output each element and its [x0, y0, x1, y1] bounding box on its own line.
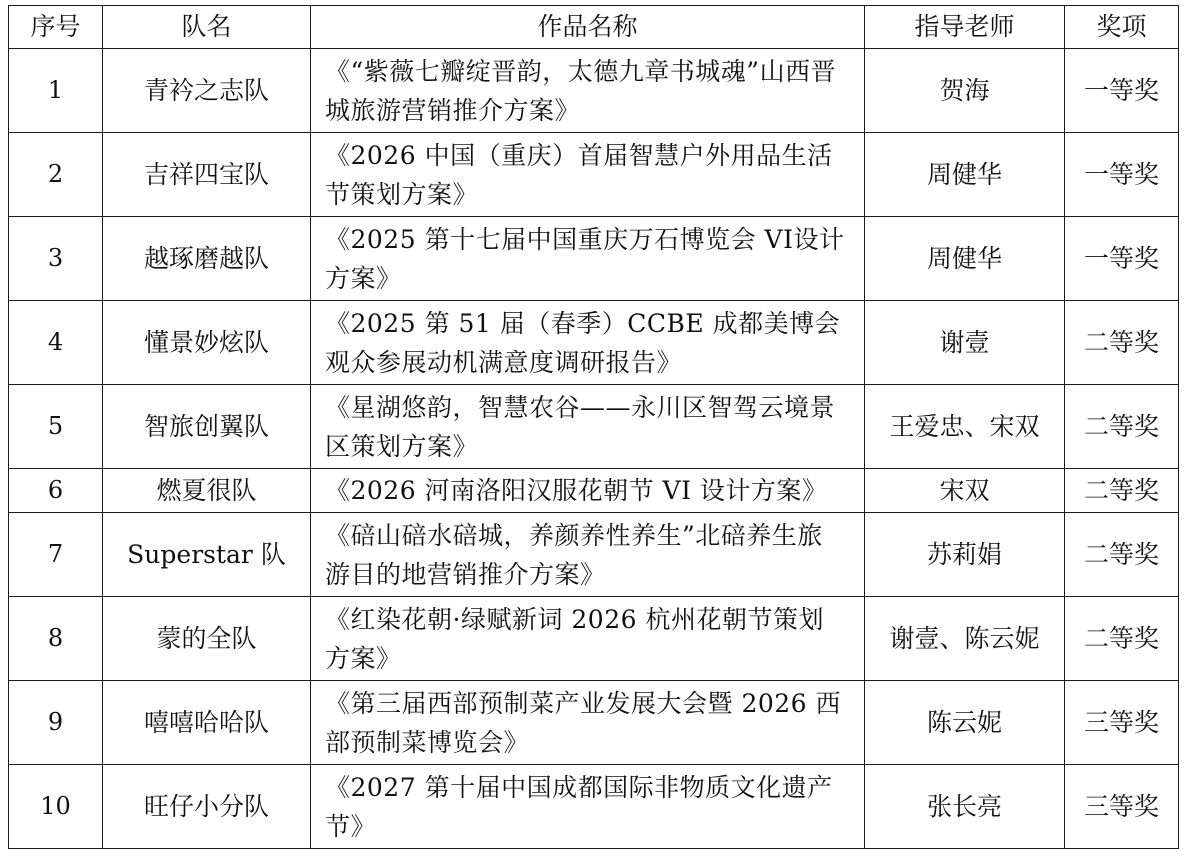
row-advisor: 陈云妮 — [865, 681, 1065, 765]
table-row — [9, 385, 1179, 469]
row-team: 智旅创翼队 — [103, 385, 311, 469]
row-team: 青衿之志队 — [103, 49, 311, 133]
row-team: 嘻嘻哈哈队 — [103, 681, 311, 765]
row-number: 3 — [9, 217, 103, 301]
table-row — [9, 765, 1179, 849]
row-advisor: 宋双 — [865, 469, 1065, 513]
row-award: 二等奖 — [1065, 597, 1179, 681]
row-advisor: 张长亮 — [865, 765, 1065, 849]
row-team: 燃夏很队 — [103, 469, 311, 513]
row-team: 越琢磨越队 — [103, 217, 311, 301]
row-team: 吉祥四宝队 — [103, 133, 311, 217]
row-team: 旺仔小分队 — [103, 765, 311, 849]
header-row — [9, 6, 1179, 49]
row-work-title: 《2026 河南洛阳汉服花朝节 VI 设计方案》 — [311, 469, 865, 513]
row-advisor: 王爱忠、宋双 — [865, 385, 1065, 469]
row-award: 一等奖 — [1065, 49, 1179, 133]
table-row — [9, 513, 1179, 597]
row-work-title: 《2025 第十七届中国重庆万石博览会 VI设计方案》 — [311, 217, 865, 301]
row-award: 一等奖 — [1065, 133, 1179, 217]
row-number: 9 — [9, 681, 103, 765]
header-award: 奖项 — [1065, 6, 1179, 49]
table-row — [9, 133, 1179, 217]
row-number: 2 — [9, 133, 103, 217]
table-row — [9, 301, 1179, 385]
row-number: 1 — [9, 49, 103, 133]
row-advisor: 周健华 — [865, 217, 1065, 301]
row-work-title: 《第三届西部预制菜产业发展大会暨 2026 西部预制菜博览会》 — [311, 681, 865, 765]
row-number: 5 — [9, 385, 103, 469]
row-advisor: 周健华 — [865, 133, 1065, 217]
row-award: 三等奖 — [1065, 681, 1179, 765]
table-row — [9, 597, 1179, 681]
row-number: 7 — [9, 513, 103, 597]
row-work-title: 《2025 第 51 届（春季）CCBE 成都美博会观众参展动机满意度调研报告》 — [311, 301, 865, 385]
row-award: 二等奖 — [1065, 301, 1179, 385]
row-work-title: 《红染花朝·绿赋新词 2026 杭州花朝节策划方案》 — [311, 597, 865, 681]
table-row — [9, 681, 1179, 765]
row-advisor: 苏莉娟 — [865, 513, 1065, 597]
row-work-title: 《2027 第十届中国成都国际非物质文化遗产节》 — [311, 765, 865, 849]
awards-table — [8, 5, 1179, 849]
row-award: 三等奖 — [1065, 765, 1179, 849]
row-award: 二等奖 — [1065, 385, 1179, 469]
row-advisor: 谢壹 — [865, 301, 1065, 385]
header-team: 队名 — [103, 6, 311, 49]
table-row — [9, 49, 1179, 133]
table-row — [9, 469, 1179, 513]
row-team: 蒙的全队 — [103, 597, 311, 681]
header-work-title: 作品名称 — [311, 6, 865, 49]
row-number: 10 — [9, 765, 103, 849]
header-advisor: 指导老师 — [865, 6, 1065, 49]
table-row — [9, 217, 1179, 301]
row-award: 二等奖 — [1065, 513, 1179, 597]
header-number: 序号 — [9, 6, 103, 49]
row-work-title: 《“紫薇七瓣绽晋韵，太德九章书城魂”山西晋城旅游营销推介方案》 — [311, 49, 865, 133]
row-award: 二等奖 — [1065, 469, 1179, 513]
row-work-title: 《星湖悠韵，智慧农谷——永川区智驾云境景区策划方案》 — [311, 385, 865, 469]
row-team: Superstar 队 — [103, 513, 311, 597]
row-team: 懂景妙炫队 — [103, 301, 311, 385]
row-award: 一等奖 — [1065, 217, 1179, 301]
row-number: 8 — [9, 597, 103, 681]
row-number: 6 — [9, 469, 103, 513]
row-number: 4 — [9, 301, 103, 385]
row-advisor: 贺海 — [865, 49, 1065, 133]
row-work-title: 《碚山碚水碚城，养颜养性养生”北碚养生旅游目的地营销推介方案》 — [311, 513, 865, 597]
row-advisor: 谢壹、陈云妮 — [865, 597, 1065, 681]
row-work-title: 《2026 中国（重庆）首届智慧户外用品生活节策划方案》 — [311, 133, 865, 217]
